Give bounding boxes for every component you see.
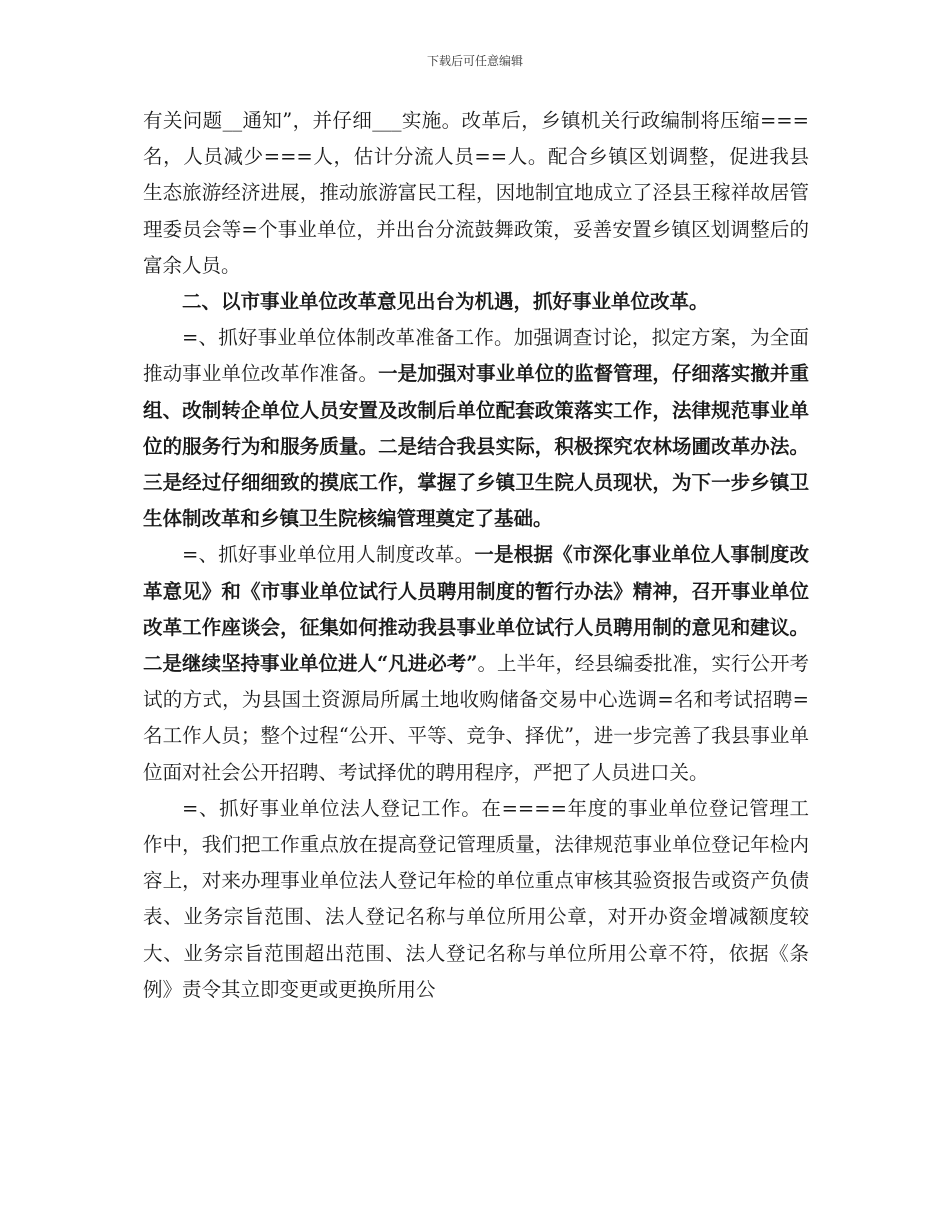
paragraph-text: =、抓好事业单位体制改革准备工作。加强调查讨论，拟定方案，为全面推动事业单位改革作准备。 [143,326,809,386]
paragraph-bold-text: 一是加强对事业单位的监督管理，仔细落实撤并重组、改制转企单位人员安置及改制后单位配套政策落实工作，法律规范事业单位的服务行为和服务质量。二是结合我县实际，积极探究农林场圃改革办法。三是经过仔细细致的摸底工作，掌握了乡镇卫生院人员现状，为下一步乡镇卫生体制改革和乡镇卫生院核编管理奠定了基础。 [143,362,809,531]
page-header: 下载后可任意编辑 [426,54,523,68]
document-body [143,103,809,1008]
paragraph-continuation: 有关问题__通知”，并仔细___实施。改革后，乡镇机关行政编制将压缩===名，人员减少===人，估计分流人员==人。配合乡镇区划调整，促进我县生态旅游经济进展，推动旅游富民工程，因地制宜地成立了泾县王稼祥故居管理委员会等=个事业单位，并出台分流鼓舞政策，妥善安置乡镇区划调整后的富余人员。 [143,109,809,277]
paragraph-registration: =、抓好事业单位法人登记工作。在====年度的事业单位登记管理工作中，我们把工作重点放在提高登记管理质量，法律规范事业单位登记年检内容上，对来办理事业单位法人登记年检的单位重点审核其验资报告或资产负债表、业务宗旨范围、法人登记名称与单位所用公章，对开办资金增减额度较大、业务宗旨范围超出范围、法人登记名称与单位所用公章不符，依据《条例》责令其立即变更或更换所用公 [143,796,809,1001]
paragraph-system-reform [143,320,809,537]
paragraph-bold-text: 一是根据《市深化事业单位人事制度改革意见》和《市事业单位试行人员聘用制度的暂行办法》精神，召开事业单位改革工作座谈会，征集如何推动我县事业单位试行人员聘用制的意见和建议。二是继续坚持事业单位进人“凡进必考” [143,543,809,676]
section-heading: 二、以市事业单位改革意见出台为机遇，抓好事业单位改革。 [182,290,709,314]
paragraph-text: 。上半年，经县编委批准，实行公开考试的方式，为县国土资源局所属土地收购储备交易中心选调=名和考试招聘=名工作人员；整个过程“公开、平等、竞争、择优”，进一步完善了我县事业单位面对社会公开招聘、考试择优的聘用程序，严把了人员进口关。 [143,652,809,784]
paragraph-employment-reform [143,537,809,790]
paragraph-text: =、抓好事业单位用人制度改革。 [182,543,475,567]
